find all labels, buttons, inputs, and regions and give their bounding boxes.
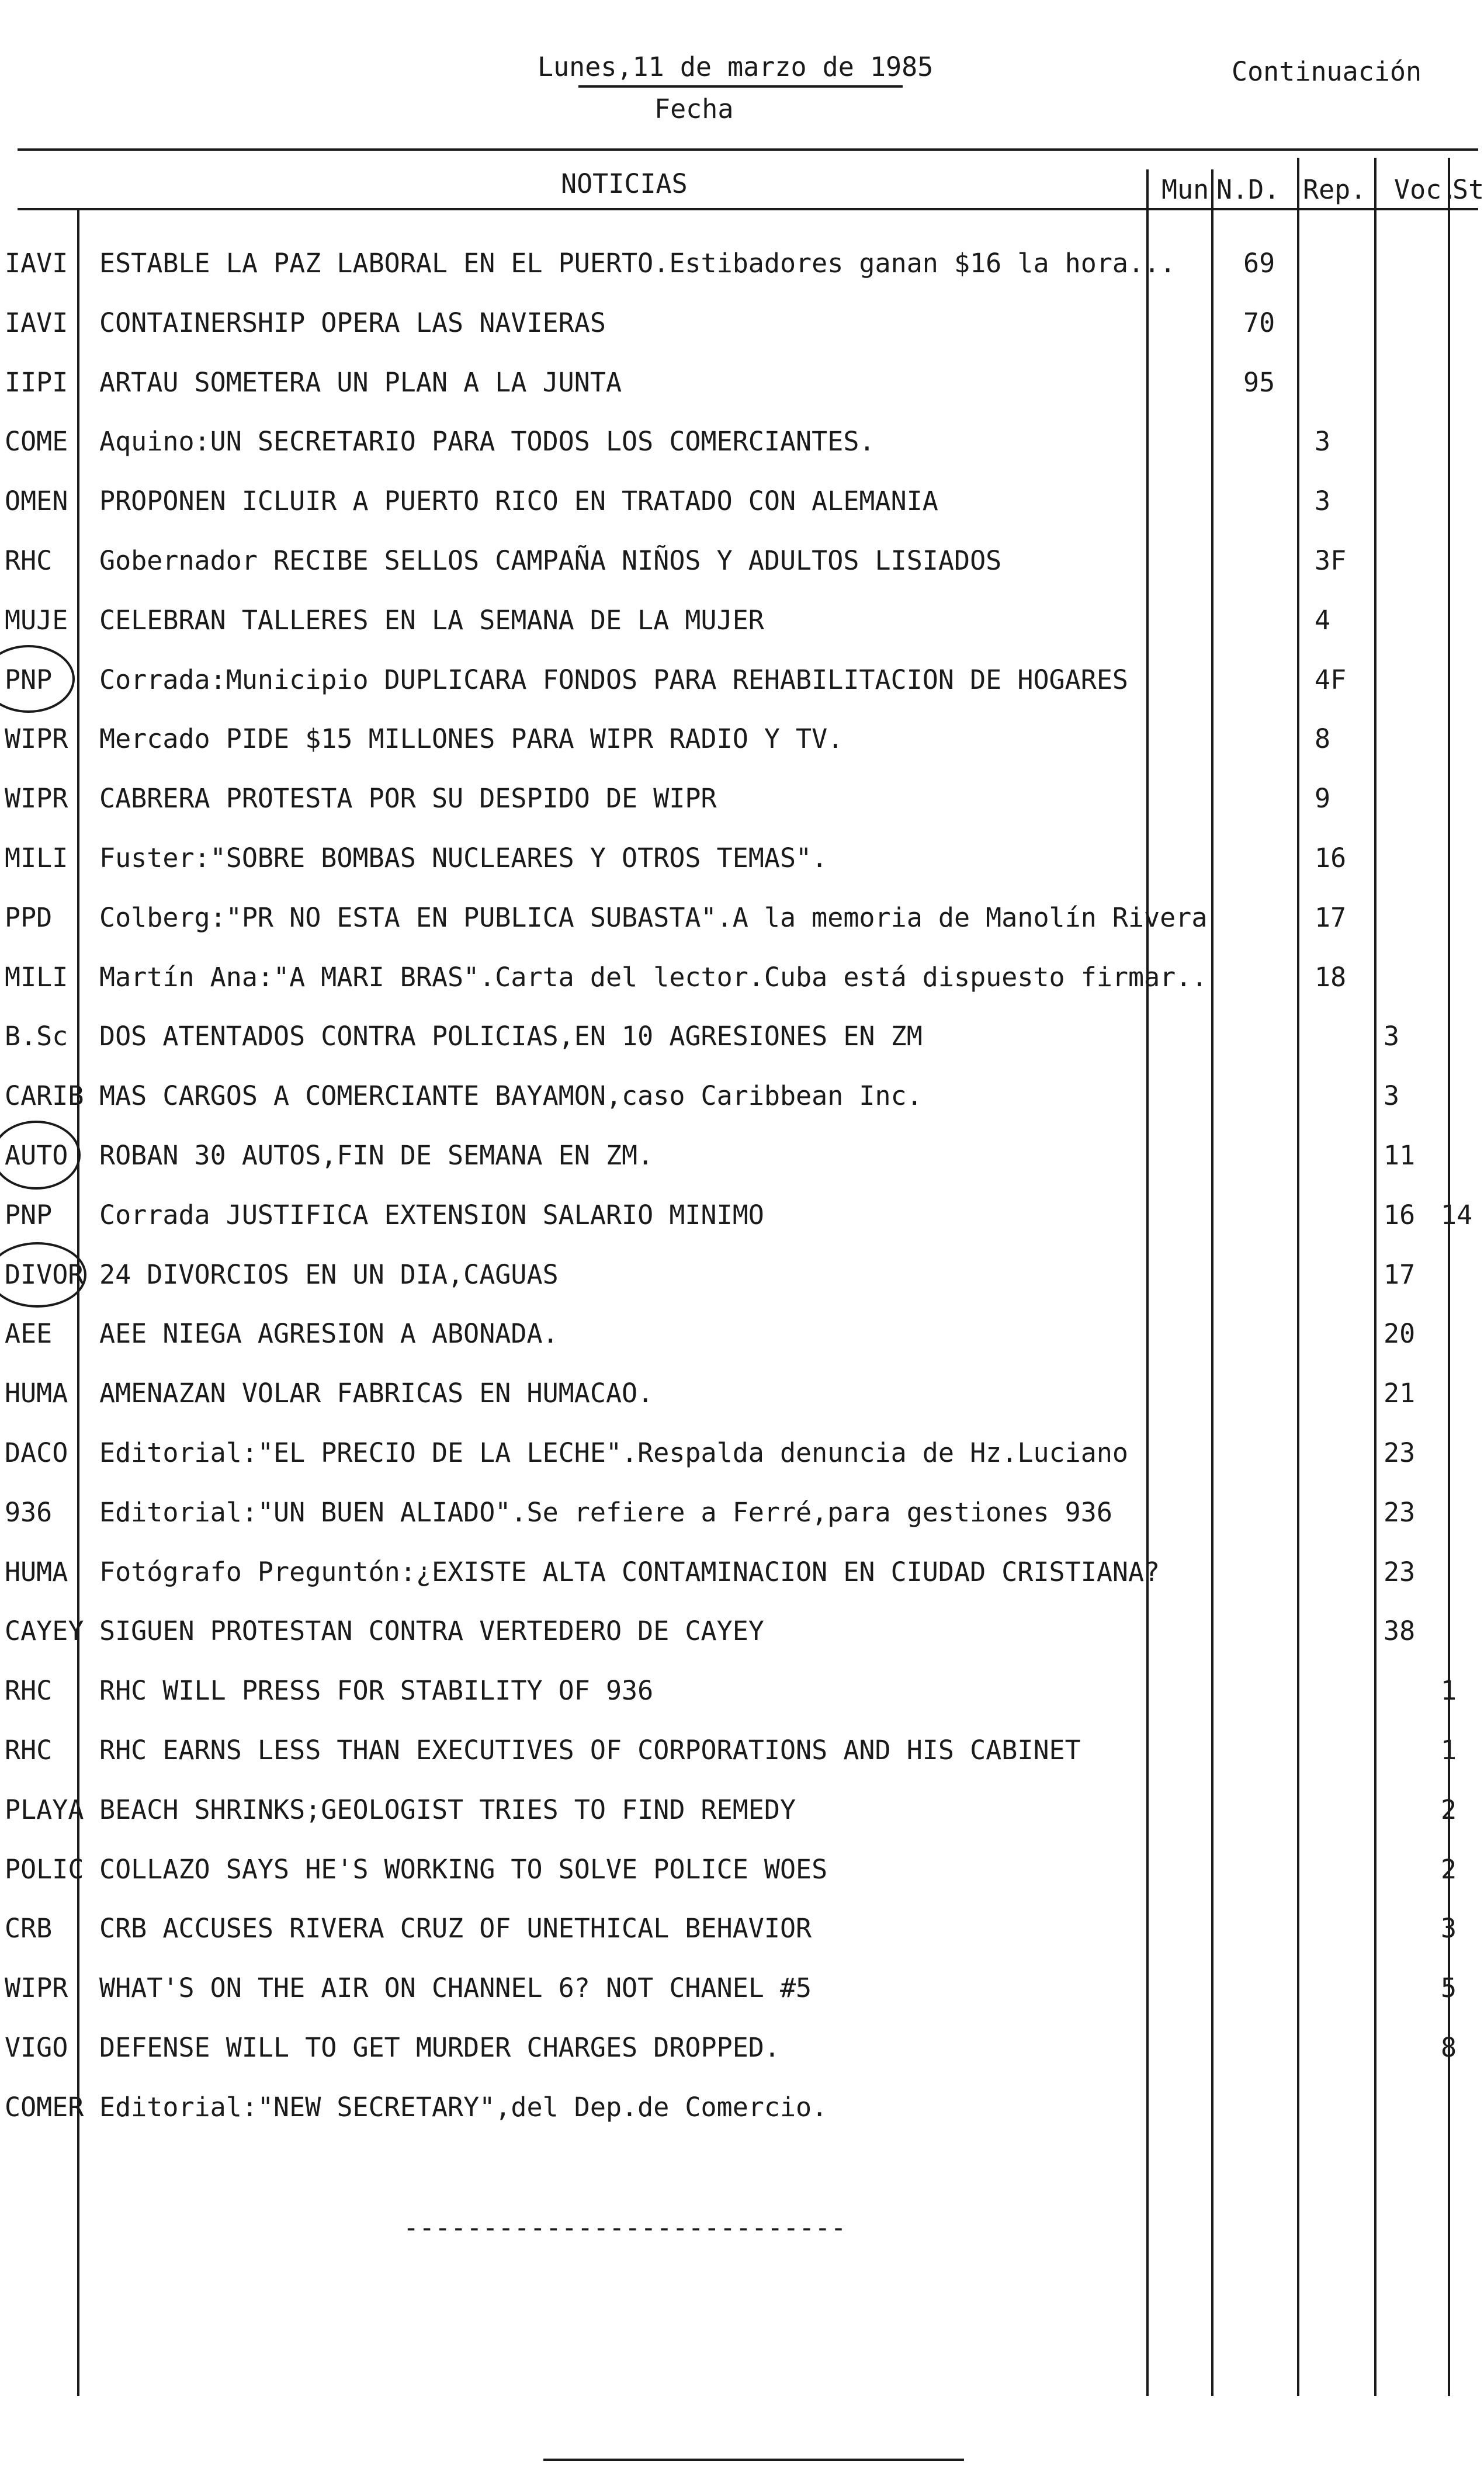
- row-code: 936: [5, 1497, 53, 1528]
- row-voc: 23: [1384, 1497, 1416, 1528]
- row-code: IAVI: [5, 248, 68, 279]
- row-title: BEACH SHRINKS;GEOLOGIST TRIES TO FIND REMEDY: [99, 1794, 796, 1825]
- end-separator: ----------------------------: [403, 2212, 847, 2243]
- table-header-rule: [18, 208, 1478, 210]
- table-row: [0, 1615, 1478, 1670]
- row-title: RHC WILL PRESS FOR STABILITY OF 936: [99, 1675, 654, 1706]
- row-code: CAYEY: [5, 1615, 84, 1646]
- column-header-rep: Rep.: [1303, 174, 1367, 205]
- column-header-voc: Voc.: [1394, 174, 1458, 205]
- row-rep: 3: [1315, 426, 1331, 457]
- row-code: PNP: [5, 1199, 53, 1230]
- row-code: CRB: [5, 1913, 53, 1944]
- row-title: Corrada:Municipio DUPLICARA FONDOS PARA REHABILITACION DE HOGARES: [99, 664, 1128, 695]
- row-voc: 21: [1384, 1378, 1416, 1409]
- row-st: 2: [1441, 1854, 1457, 1885]
- table-row: [0, 1794, 1478, 1849]
- row-st: 3: [1441, 1913, 1457, 1944]
- row-voc: 3: [1384, 1080, 1400, 1111]
- row-title: CABRERA PROTESTA POR SU DESPIDO DE WIPR: [99, 783, 717, 814]
- row-code: RHC: [5, 1675, 53, 1706]
- row-title: SIGUEN PROTESTAN CONTRA VERTEDERO DE CAYEY: [99, 1615, 764, 1646]
- row-title: Colberg:"PR NO ESTA EN PUBLICA SUBASTA".A la memoria de Manolín Rivera: [99, 902, 1208, 933]
- row-code: HUMA: [5, 1556, 68, 1587]
- row-title: ARTAU SOMETERA UN PLAN A LA JUNTA: [99, 367, 622, 398]
- row-rep: 3F: [1315, 545, 1347, 576]
- row-code: COME: [5, 426, 68, 457]
- row-voc: 11: [1384, 1140, 1416, 1171]
- table-row: [0, 488, 1478, 540]
- row-code: DIVOR: [5, 1259, 84, 1290]
- table-row: [0, 1023, 1478, 1076]
- table-row: [0, 1380, 1478, 1433]
- row-nd: 70: [1243, 307, 1275, 338]
- report-date: Lunes,11 de marzo de 1985: [538, 51, 934, 82]
- table-row: [0, 250, 1478, 303]
- row-code: PLAYA: [5, 1794, 84, 1825]
- continuation-label: Continuación: [1232, 56, 1422, 87]
- row-title: WHAT'S ON THE AIR ON CHANNEL 6? NOT CHANEL #5: [99, 1972, 812, 2003]
- row-title: 24 DIVORCIOS EN UN DIA,CAGUAS: [99, 1259, 559, 1290]
- row-code: AUTO: [5, 1140, 68, 1171]
- table-row: [0, 547, 1478, 600]
- table-row: [0, 607, 1478, 660]
- row-title: Corrada JUSTIFICA EXTENSION SALARIO MINIMO: [99, 1199, 764, 1230]
- row-code: WIPR: [5, 783, 68, 814]
- table-row: [0, 2094, 1478, 2147]
- row-title: AEE NIEGA AGRESION A ABONADA.: [99, 1318, 559, 1349]
- column-header-noticias: NOTICIAS: [561, 168, 688, 199]
- row-title: DOS ATENTADOS CONTRA POLICIAS,EN 10 AGRESIONES EN ZM: [99, 1021, 923, 1052]
- row-title: CELEBRAN TALLERES EN LA SEMANA DE LA MUJER: [99, 605, 764, 636]
- date-underline: [578, 85, 903, 88]
- row-code: VIGO: [5, 2032, 68, 2063]
- row-voc: 3: [1384, 1021, 1400, 1052]
- row-title: Editorial:"EL PRECIO DE LA LECHE".Respalda denuncia de Hz.Luciano: [99, 1437, 1128, 1468]
- row-code: MILI: [5, 843, 68, 873]
- row-title: Fuster:"SOBRE BOMBAS NUCLEARES Y OTROS TEMAS".: [99, 843, 828, 873]
- bottom-rule: [543, 2459, 964, 2461]
- row-voc: 20: [1384, 1318, 1416, 1349]
- row-st: 8: [1441, 2032, 1457, 2063]
- row-code: POLIC: [5, 1854, 84, 1885]
- row-nd: 95: [1243, 367, 1275, 398]
- row-code: COMER: [5, 2092, 84, 2123]
- row-rep: 18: [1315, 962, 1347, 993]
- table-row: [0, 723, 1478, 778]
- table-row: [0, 664, 1478, 719]
- row-rep: 17: [1315, 902, 1347, 933]
- table-row: [0, 1677, 1478, 1730]
- table-row: [0, 1499, 1478, 1552]
- row-code: CARIB: [5, 1080, 84, 1111]
- row-title: ESTABLE LA PAZ LABORAL EN EL PUERTO.Estibadores ganan $16 la hora...: [99, 248, 1176, 279]
- column-header-mun: Mun: [1161, 174, 1209, 205]
- row-title: CONTAINERSHIP OPERA LAS NAVIERAS: [99, 307, 606, 338]
- row-title: PROPONEN ICLUIR A PUERTO RICO EN TRATADO CON ALEMANIA: [99, 486, 938, 516]
- row-title: CRB ACCUSES RIVERA CRUZ OF UNETHICAL BEHAVIOR: [99, 1913, 812, 1944]
- row-title: Fotógrafo Preguntón:¿EXISTE ALTA CONTAMINACION EN CIUDAD CRISTIANA?: [99, 1556, 1160, 1587]
- column-header-st: St: [1452, 174, 1484, 205]
- row-st: 1: [1441, 1735, 1457, 1766]
- row-title: Gobernador RECIBE SELLOS CAMPAÑA NIÑOS Y ADULTOS LISIADOS: [99, 545, 1002, 576]
- row-code: IAVI: [5, 307, 68, 338]
- table-row: [0, 1556, 1478, 1611]
- row-title: AMENAZAN VOLAR FABRICAS EN HUMACAO.: [99, 1378, 654, 1409]
- row-nd: 69: [1243, 248, 1275, 279]
- table-row: [0, 1320, 1478, 1373]
- row-title: Mercado PIDE $15 MILLONES PARA WIPR RADIO Y TV.: [99, 723, 844, 754]
- row-st: 1: [1441, 1675, 1457, 1706]
- row-code: WIPR: [5, 1972, 68, 2003]
- row-code: PPD: [5, 902, 53, 933]
- row-title: Editorial:"UN BUEN ALIADO".Se refiere a Ferré,para gestiones 936: [99, 1497, 1112, 1528]
- table-row: [0, 1856, 1478, 1909]
- row-code: PNP: [5, 664, 53, 695]
- row-code: MILI: [5, 962, 68, 993]
- table-row: [0, 2034, 1478, 2087]
- row-title: COLLAZO SAYS HE'S WORKING TO SOLVE POLICE WOES: [99, 1854, 828, 1885]
- row-st: 5: [1441, 1972, 1457, 2003]
- row-title: Editorial:"NEW SECRETARY",del Dep.de Comercio.: [99, 2092, 828, 2123]
- table-row: [0, 307, 1478, 362]
- row-rep: 4: [1315, 605, 1331, 636]
- row-code: AEE: [5, 1318, 53, 1349]
- row-voc: 16: [1384, 1199, 1416, 1230]
- row-title: DEFENSE WILL TO GET MURDER CHARGES DROPPED.: [99, 2032, 780, 2063]
- row-title: Aquino:UN SECRETARIO PARA TODOS LOS COMERCIANTES.: [99, 426, 875, 457]
- row-rep: 9: [1315, 783, 1331, 814]
- row-st: 14: [1441, 1199, 1473, 1230]
- row-code: DACO: [5, 1437, 68, 1468]
- row-code: WIPR: [5, 723, 68, 754]
- row-code: HUMA: [5, 1378, 68, 1409]
- column-header-nd: N.D.: [1216, 174, 1280, 205]
- row-title: MAS CARGOS A COMERCIANTE BAYAMON,caso Caribbean Inc.: [99, 1080, 923, 1111]
- table-row: [0, 1737, 1478, 1790]
- row-title: RHC EARNS LESS THAN EXECUTIVES OF CORPORATIONS AND HIS CABINET: [99, 1735, 1081, 1766]
- row-voc: 23: [1384, 1437, 1416, 1468]
- row-code: RHC: [5, 1735, 53, 1766]
- table-row: [0, 369, 1478, 422]
- row-rep: 8: [1315, 723, 1331, 754]
- table-row: [0, 1437, 1478, 1492]
- row-code: B.Sc: [5, 1021, 68, 1052]
- table-row: [0, 1261, 1478, 1314]
- row-rep: 16: [1315, 843, 1347, 873]
- table-row: [0, 1199, 1478, 1254]
- table-row: [0, 785, 1478, 838]
- table-row: [0, 1142, 1478, 1195]
- table-row: [0, 845, 1478, 897]
- table-row: [0, 1972, 1478, 2027]
- row-code: MUJE: [5, 605, 68, 636]
- row-voc: 17: [1384, 1259, 1416, 1290]
- date-label: Fecha: [654, 93, 734, 124]
- table-row: [0, 1080, 1478, 1135]
- table-row: [0, 904, 1478, 957]
- table-row: [0, 1915, 1478, 1968]
- row-code: RHC: [5, 545, 53, 576]
- row-title: ROBAN 30 AUTOS,FIN DE SEMANA EN ZM.: [99, 1140, 654, 1171]
- row-voc: 38: [1384, 1615, 1416, 1646]
- row-code: IIPI: [5, 367, 68, 398]
- row-rep: 4F: [1315, 664, 1347, 695]
- row-rep: 3: [1315, 486, 1331, 516]
- table-top-rule: [18, 148, 1478, 151]
- table-row: [0, 964, 1478, 1017]
- row-title: Martín Ana:"A MARI BRAS".Carta del lector.Cuba está dispuesto firmar..: [99, 962, 1208, 993]
- table-row: [0, 428, 1478, 481]
- row-voc: 23: [1384, 1556, 1416, 1587]
- row-st: 2: [1441, 1794, 1457, 1825]
- row-code: OMEN: [5, 486, 68, 516]
